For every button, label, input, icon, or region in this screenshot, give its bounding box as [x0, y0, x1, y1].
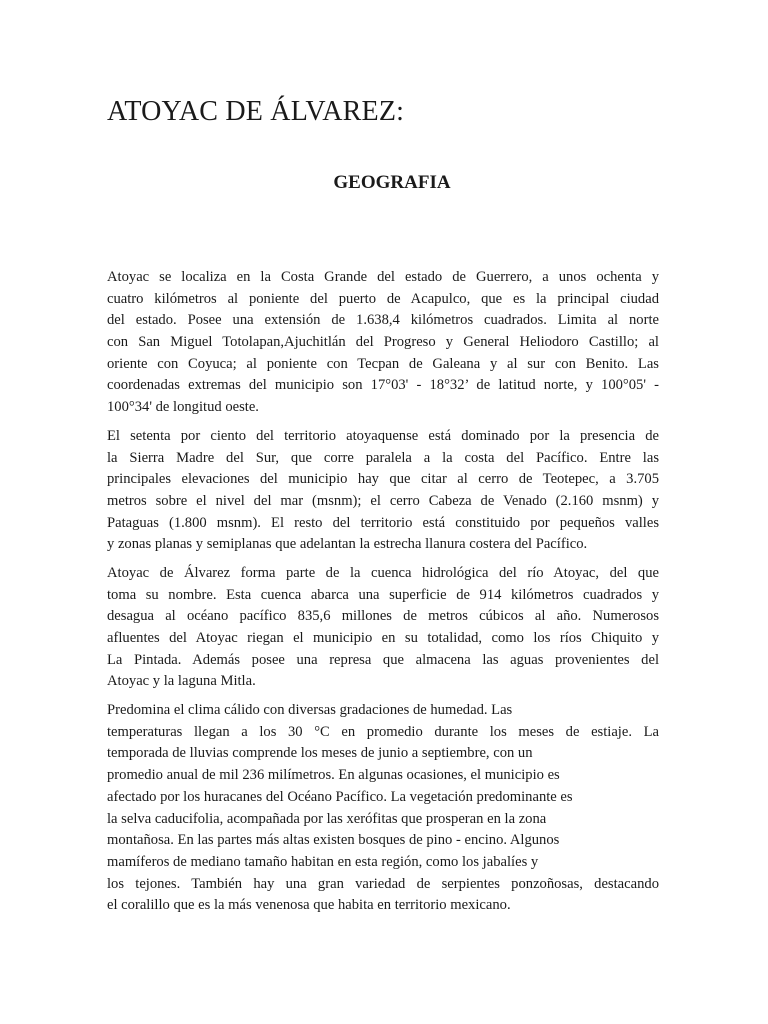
text-line: La Pintada. Además posee una represa que almacena las aguas provenientes del: [107, 651, 659, 668]
text-line: El setenta por ciento del territorio atoyaquense está dominado por la presencia de: [107, 427, 659, 444]
text-line: montañosa. En las partes más altas existen bosques de pino - encino. Algunos: [107, 832, 560, 849]
text-line: el coralillo que es la más venenosa que habita en territorio mexicano.: [107, 897, 511, 914]
paragraph-climate: [107, 700, 659, 917]
text-line: cuatro kilómetros al poniente del puerto de Acapulco, que es la principal ciudad: [107, 290, 659, 307]
section-heading: GEOGRAFIA: [333, 172, 451, 193]
text-line: afectado por los huracanes del Océano Pacífico. La vegetación predominante es: [107, 788, 573, 805]
text-line: 100°34' de longitud oeste.: [107, 399, 259, 416]
text-line: Pataguas (1.800 msnm). El resto del territorio está constituido por pequeños valles: [107, 514, 659, 531]
text-line: y zonas planas y semiplanas que adelantan la estrecha llanura costera del Pacífico.: [107, 536, 588, 553]
text-line: toma su nombre. Esta cuenca abarca una superficie de 914 kilómetros cuadrados y: [107, 586, 659, 603]
text-line: promedio anual de mil 236 milímetros. En algunas ocasiones, el municipio es: [107, 767, 560, 784]
text-line: metros sobre el nivel del mar (msnm); el cerro Cabeza de Venado (2.160 msnm) y: [107, 492, 659, 509]
document-title: ATOYAC DE ÁLVAREZ:: [107, 96, 405, 127]
text-line: Atoyac se localiza en la Costa Grande del estado de Guerrero, a unos ochenta y: [107, 269, 659, 285]
text-line: coordenadas extremas del municipio son 17°03' - 18°32’ de latitud norte, y 100°05' -: [107, 377, 659, 394]
text-line: Atoyac de Álvarez forma parte de la cuenca hidrológica del río Atoyac, del que: [107, 564, 659, 581]
text-line: los tejones. También hay una gran variedad de serpientes ponzoñosas, destacando: [107, 875, 659, 892]
paragraph-hydrography: [107, 563, 659, 693]
text-line: desagua al océano pacífico 835,6 millones de metros cúbicos al año. Numerosos: [107, 608, 659, 625]
text-line: del estado. Posee una extensión de 1.638,4 kilómetros cuadrados. Limita al norte: [107, 312, 659, 329]
paragraph-location: [107, 267, 659, 419]
text-line: temperaturas llegan a los 30 °C en promedio durante los meses de estiaje. La: [107, 723, 659, 740]
text-line: Predomina el clima cálido con diversas gradaciones de humedad. Las: [107, 702, 513, 719]
text-line: con San Miguel Totolapan,Ajuchitlán del Progreso y General Heliodoro Castillo; al: [107, 334, 659, 351]
document-body: [107, 267, 659, 924]
text-line: Atoyac y la laguna Mitla.: [107, 673, 256, 690]
text-line: oriente con Coyuca; al poniente con Tecpan de Galeana y al sur con Benito. Las: [107, 355, 659, 372]
text-line: la selva caducifolia, acompañada por las xerófitas que prosperan en la zona: [107, 810, 547, 827]
text-line: principales elevaciones del municipio hay que citar al cerro de Teotepec, a 3.705: [107, 471, 659, 488]
text-line: mamíferos de mediano tamaño habitan en esta región, como los jabalíes y: [107, 853, 539, 870]
text-line: temporada de lluvias comprende los meses de junio a septiembre, con un: [107, 745, 533, 762]
text-line: afluentes del Atoyac riegan el municipio en su totalidad, como los ríos Chiquito y: [107, 630, 659, 646]
paragraph-relief: [107, 426, 659, 556]
text-line: la Sierra Madre del Sur, que corre paralela a la costa del Pacífico. Entre las: [107, 449, 659, 466]
